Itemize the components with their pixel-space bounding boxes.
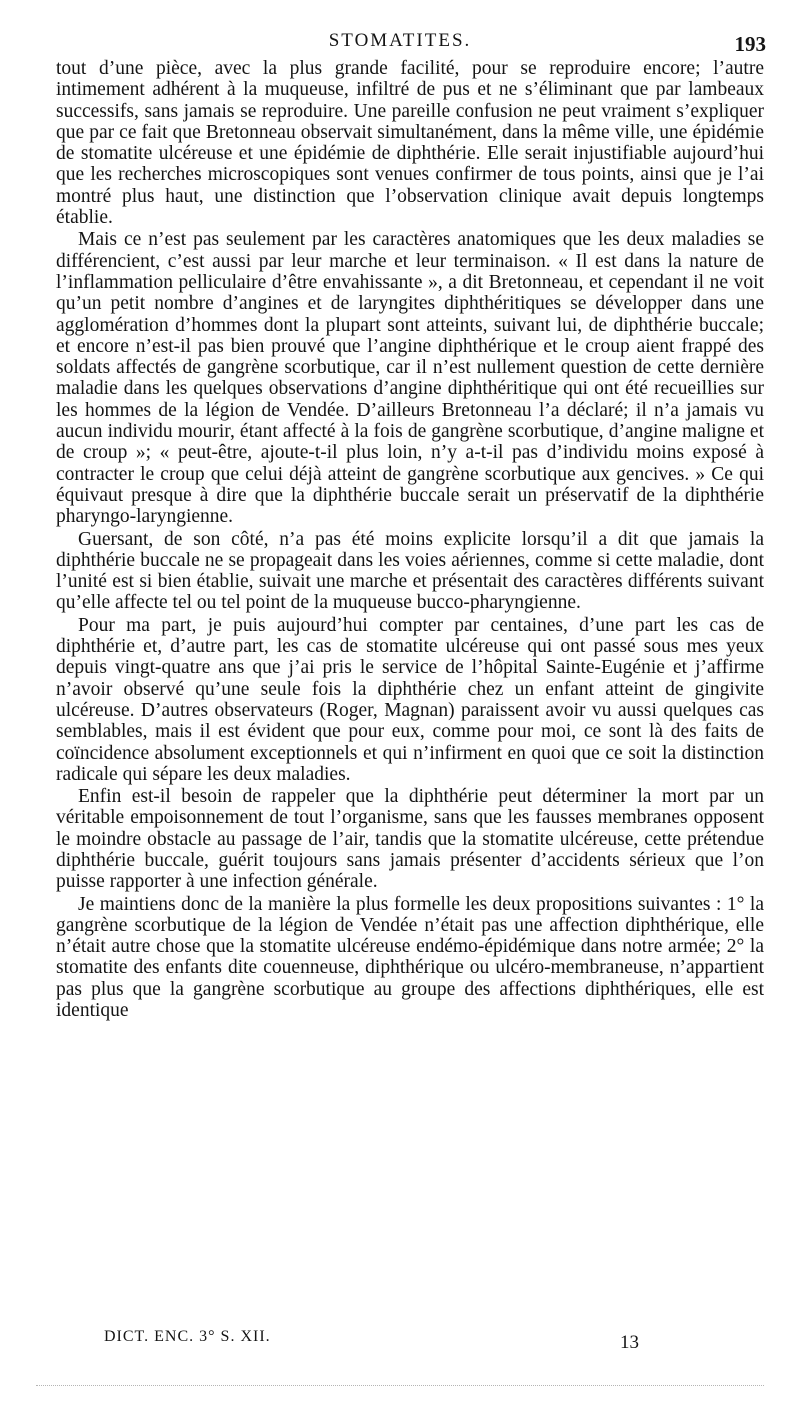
page-header xyxy=(0,26,800,56)
bottom-dotted-rule xyxy=(36,1385,764,1386)
page-footer xyxy=(0,1328,800,1358)
running-title: STOMATITES. xyxy=(328,30,472,51)
body-text xyxy=(56,58,764,1021)
paragraph-sainte-eugenie: Pour ma part, je puis aujourd’hui compter par centaines, d’une part les cas de diphthérie et, d’autre part, les cas de stomatite ulcéreuse qui ont passé sous mes yeux depuis vingt-quatre ans que j’ai pris le service de l’hôpital Sainte-Eugénie et j’affirme n’avoir observé qu’une seule fois la diphthérie chez un enfant atteint de gingivite ulcéreuse. D’autres observateurs (Roger, Magnan) paraissent avoir vu aussi quelques cas semblables, mais il est évident que pour eux, comme pour moi, ce sont là des faits de coïncidence absolument exceptionnels et qui n’infirment en quoi que ce soit la distinction radicale qui sépare les deux maladies. xyxy=(56,614,764,785)
paragraph-guersant: Guersant, de son côté, n’a pas été moins explicite lorsqu’il a dit que jamais la diphthérie buccale ne se propageait dans les voies aériennes, comme si cette maladie, dont l’unité est si bien établie, suivait une marche et présentait des caractères différents suivant qu’elle affecte tel ou tel point de la muqueuse bucco-pharyngienne. xyxy=(56,528,764,614)
paragraph-marche-terminaison: Mais ce n’est pas seulement par les caractères anatomiques que les deux maladies se différencient, c’est aussi par leur marche et leur terminaison. « Il est dans la nature de l’inflammation pelliculaire d’être envahissante », a dit Bretonneau, et cependant il ne voit qu’un petit nombre d’angines et de laryngites diphthéritiques se développer dans une agglomération d’hommes dont la plupart sont atteints, suivant lui, de diphthérie buccale; et encore n’est-il pas bien prouvé que l’angine diphthérique et le croup aient frappé des soldats affectés de gangrène scorbutique, car il n’est nullement question de cette dernière maladie dans les quelques observations d’angine diphthéritique qui ont été recueillies sur les hommes de la légion de Vendée. D’ailleurs Bretonneau l’a déclaré; il n’a jamais vu aucun individu mourir, étant affecté à la fois de gangrène scorbutique, d’angine maligne et de croup »; « peut-être, ajoute-t-il plus loin, n’y a-t-il pas d’individu moins exposé à contracter le croup que celui déjà atteint de gangrène scorbutique aux gencives. » Ce qui équivaut presque à dire que la diphthérie buccale serait un préservatif de la diphthérie pharyngo-laryngienne. xyxy=(56,229,764,528)
paragraph-propositions: Je maintiens donc de la manière la plus formelle les deux propositions suivantes : 1° la gangrène scorbutique de la légion de Vendée n’était pas une affection diphthérique, elle n’était autre chose que la stomatite ulcéreuse endémo-épidémique dans notre armée; 2° la stomatite des enfants dite couenneuse, diphthérique ou ulcéro-membraneuse, n’appartient pas plus que la gangrène scorbutique au groupe des affections diphthériques, elle est identique xyxy=(56,893,764,1022)
sheet-number: 13 xyxy=(620,1332,639,1353)
paragraph-empoisonnement: Enfin est-il besoin de rappeler que la diphthérie peut déterminer la mort par un véritable empoisonnement de tout l’organisme, sans que les fausses membranes opposent le moindre obstacle au passage de l’air, tandis que la stomatite ulcéreuse, cette prétendue diphthérie buccale, guérit toujours sans jamais présenter d’accidents sérieux que l’on puisse rapporter à une infection générale. xyxy=(56,786,764,893)
paragraph-continued: tout d’une pièce, avec la plus grande facilité, pour se reproduire encore; l’autre intimement adhérent à la muqueuse, infiltré de pus et ne s’éliminant que par lambeaux successifs, sans jamais se reproduire. Une pareille confusion ne peut vraiment s’expliquer que par ce fait que Bretonneau observait simultanément, dans la même ville, une épidémie de stomatite ulcéreuse et une épidémie de diphthérie. Elle serait injustifiable aujourd’hui que les recherches microscopiques sont venues confirmer de tous points, ainsi que je l’ai montré plus haut, une distinction que l’observation clinique avait depuis longtemps établie. xyxy=(56,58,764,229)
printer-signature: DICT. ENC. 3° S. XII. xyxy=(104,1328,271,1345)
page-number: 193 xyxy=(734,32,766,56)
